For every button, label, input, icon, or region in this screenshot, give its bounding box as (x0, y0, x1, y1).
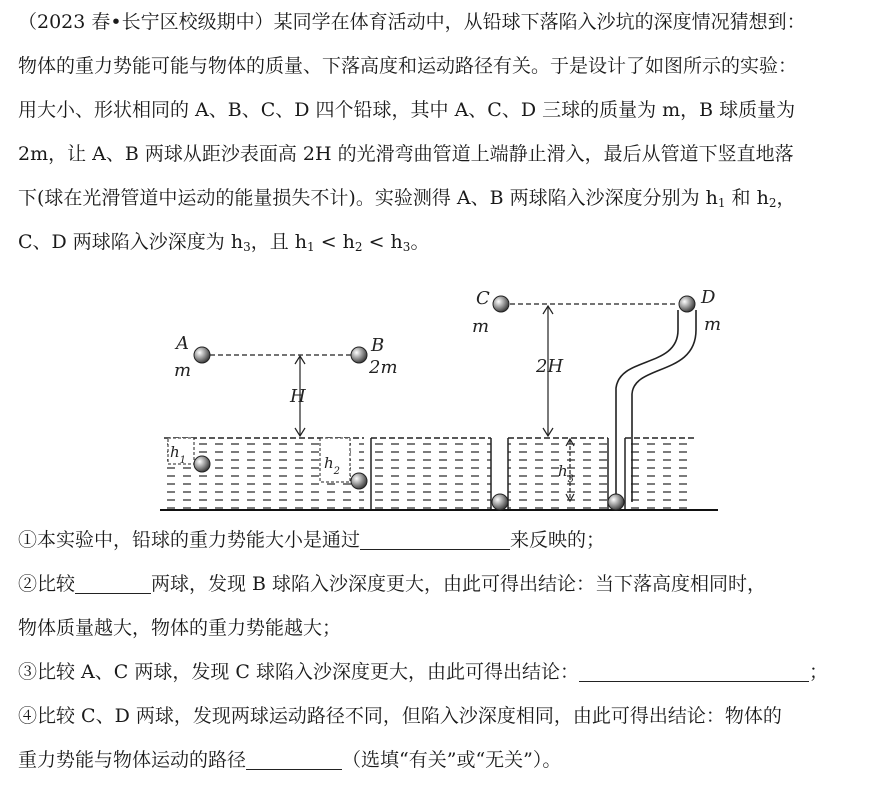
answer-blank-1[interactable] (360, 527, 510, 550)
answer-blank-3[interactable] (579, 659, 809, 682)
ball-d-label: D (701, 287, 716, 308)
intro-line-5-mid: 和 h (725, 187, 769, 209)
ball-b-start (351, 347, 367, 363)
ball-b-landed (351, 473, 367, 489)
subscript-3: 3 (243, 240, 251, 254)
answer-blank-2[interactable] (75, 571, 151, 594)
question-1-suffix: 来反映的； (510, 529, 606, 551)
subscript-2: 2 (768, 196, 777, 210)
intro-line-3: 用大小、形状相同的 A、B、C、D 四个铅球，其中 A、C、D 三球的质量为 m，B 球质量为 (18, 99, 796, 121)
height-h-label: H (290, 386, 306, 407)
sand-pit-d (625, 438, 695, 510)
intro-line-4: 2m，让 A、B 两球从距沙表面高 2H 的光滑弯曲管道上端静止滑入，最后从管道下竖直地落 (18, 143, 794, 165)
question-1 (18, 518, 873, 562)
experiment-figure (150, 280, 730, 515)
intro-line-6-mid2: < h (314, 231, 355, 253)
question-2 (18, 562, 873, 606)
question-4-text: 重力势能与物体运动的路径 (18, 749, 247, 771)
question-2-text: ②比较 (18, 573, 76, 595)
ball-a-landed (194, 456, 210, 472)
intro-line-6-text: C、D 两球陷入沙深度为 h (18, 231, 244, 253)
answer-blank-4[interactable] (246, 747, 342, 770)
intro-line-5-end: ， (776, 187, 796, 209)
intro-line-6-mid1: ，且 h (250, 231, 308, 253)
question-1-text: ①本实验中，铅球的重力势能大小是通过 (18, 529, 361, 551)
ball-a-mass: m (174, 360, 192, 381)
subscript-1: 1 (717, 196, 726, 210)
question-3-suffix: ； (808, 661, 828, 683)
depth-h1-label: $h_1$ (170, 443, 187, 466)
ball-c-landed (492, 494, 508, 510)
question-list (18, 518, 873, 782)
ball-c-mass: m (472, 316, 490, 337)
subscript-2: 2 (354, 240, 363, 254)
ball-d-landed (608, 494, 624, 510)
sand-pit-c-left (371, 438, 491, 510)
problem-statement (18, 0, 873, 264)
question-2-suffix: 两球，发现 B 球陷入沙深度更大，由此可得出结论：当下落高度相同时， (151, 573, 767, 595)
ball-b-label: B (371, 335, 385, 356)
question-3 (18, 650, 873, 694)
subscript-3: 3 (402, 240, 411, 254)
intro-line-5-text: 下(球在光滑管道中运动的能量损失不计)。实验测得 A、B 两球陷入沙深度分别为 h (18, 187, 718, 209)
subscript-1: 1 (307, 240, 315, 254)
intro-line-6-mid3: < h (362, 231, 403, 253)
height-2h-label: 2H (536, 356, 564, 377)
ball-c-start (493, 296, 509, 312)
question-4: ④比较 C、D 两球，发现两球运动路径不同，但陷入沙深度相同，由此可得出结论：物体的 (18, 705, 782, 727)
intro-line-6 (18, 220, 873, 264)
ball-c-label: C (476, 288, 490, 309)
question-4-suffix: （选填“有关”或“无关”）。 (342, 749, 562, 771)
intro-line-6-end: 。 (410, 231, 430, 253)
ball-a-label: A (176, 333, 189, 354)
depth-h2-label: $h_2$ (324, 454, 341, 477)
question-3-text: ③比较 A、C 两球，发现 C 球陷入沙深度更大，由此可得出结论： (18, 661, 579, 683)
ball-b-mass: 2m (369, 357, 398, 378)
intro-line-5 (18, 176, 873, 220)
ball-a-start (194, 347, 210, 363)
depth-h3-label: $h_3$ (558, 462, 575, 485)
question-2-continued: 物体质量越大，物体的重力势能越大； (18, 617, 342, 639)
intro-line-2: 物体的重力势能可能与物体的质量、下落高度和运动路径有关。于是设计了如图所示的实验： (18, 55, 798, 77)
intro-line-1: （2023 春•长宁区校级期中）某同学在体育活动中，从铅球下落陷入沙坑的深度情况猜想到： (18, 11, 806, 33)
question-4-continued (18, 738, 873, 782)
ball-d-start (679, 296, 695, 312)
ball-d-mass: m (704, 314, 722, 335)
